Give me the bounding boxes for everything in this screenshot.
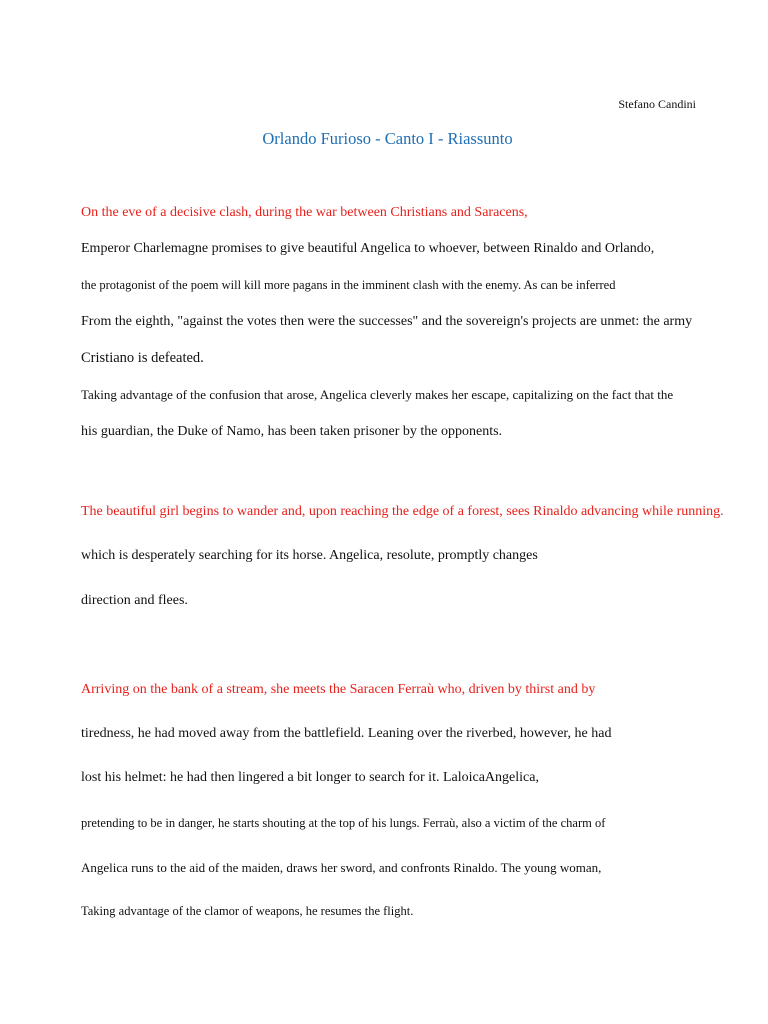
- paragraph-3-line-1: Arriving on the bank of a stream, she meets the Saracen Ferraù who, driven by thirst and by: [81, 682, 596, 697]
- paragraph-1-line-1: On the eve of a decisive clash, during the war between Christians and Saracens,: [81, 205, 528, 220]
- document-title: Orlando Furioso - Canto I - Riassunto: [262, 129, 513, 148]
- paragraph-3-line-4: pretending to be in danger, he starts shouting at the top of his lungs. Ferraù, also a victim of the charm of: [81, 816, 606, 830]
- paragraph-3-line-6: Taking advantage of the clamor of weapons, he resumes the flight.: [81, 904, 414, 918]
- paragraph-2-line-2: which is desperately searching for its horse. Angelica, resolute, promptly changes: [81, 548, 538, 563]
- paragraph-3-line-2: tiredness, he had moved away from the battlefield. Leaning over the riverbed, however, he had: [81, 726, 612, 741]
- paragraph-1-line-7: his guardian, the Duke of Namo, has been taken prisoner by the opponents.: [81, 424, 503, 439]
- paragraph-3-line-5: Angelica runs to the aid of the maiden, draws her sword, and confronts Rinaldo. The young woman,: [81, 860, 602, 875]
- paragraph-1-line-2: Emperor Charlemagne promises to give beautiful Angelica to whoever, between Rinaldo and Orlando,: [81, 241, 655, 256]
- paragraph-3-line-3: lost his helmet: he had then lingered a bit longer to search for it. LaloicaAngelica,: [81, 770, 539, 785]
- paragraph-1-line-5: Cristiano is defeated.: [81, 350, 204, 366]
- paragraph-1-line-3: the protagonist of the poem will kill more pagans in the imminent clash with the enemy. As can be inferred: [81, 278, 616, 292]
- paragraph-1-line-4: From the eighth, "against the votes then were the successes" and the sovereign's projects are unmet: the army: [81, 314, 693, 329]
- paragraph-1-line-6: Taking advantage of the confusion that arose, Angelica cleverly makes her escape, capitalizing on the fact that the: [81, 387, 674, 402]
- paragraph-2-line-3: direction and flees.: [81, 593, 188, 608]
- author-name: Stefano Candini: [618, 97, 696, 111]
- paragraph-2-line-1: The beautiful girl begins to wander and, upon reaching the edge of a forest, sees Rinaldo advancing while running.: [81, 504, 724, 519]
